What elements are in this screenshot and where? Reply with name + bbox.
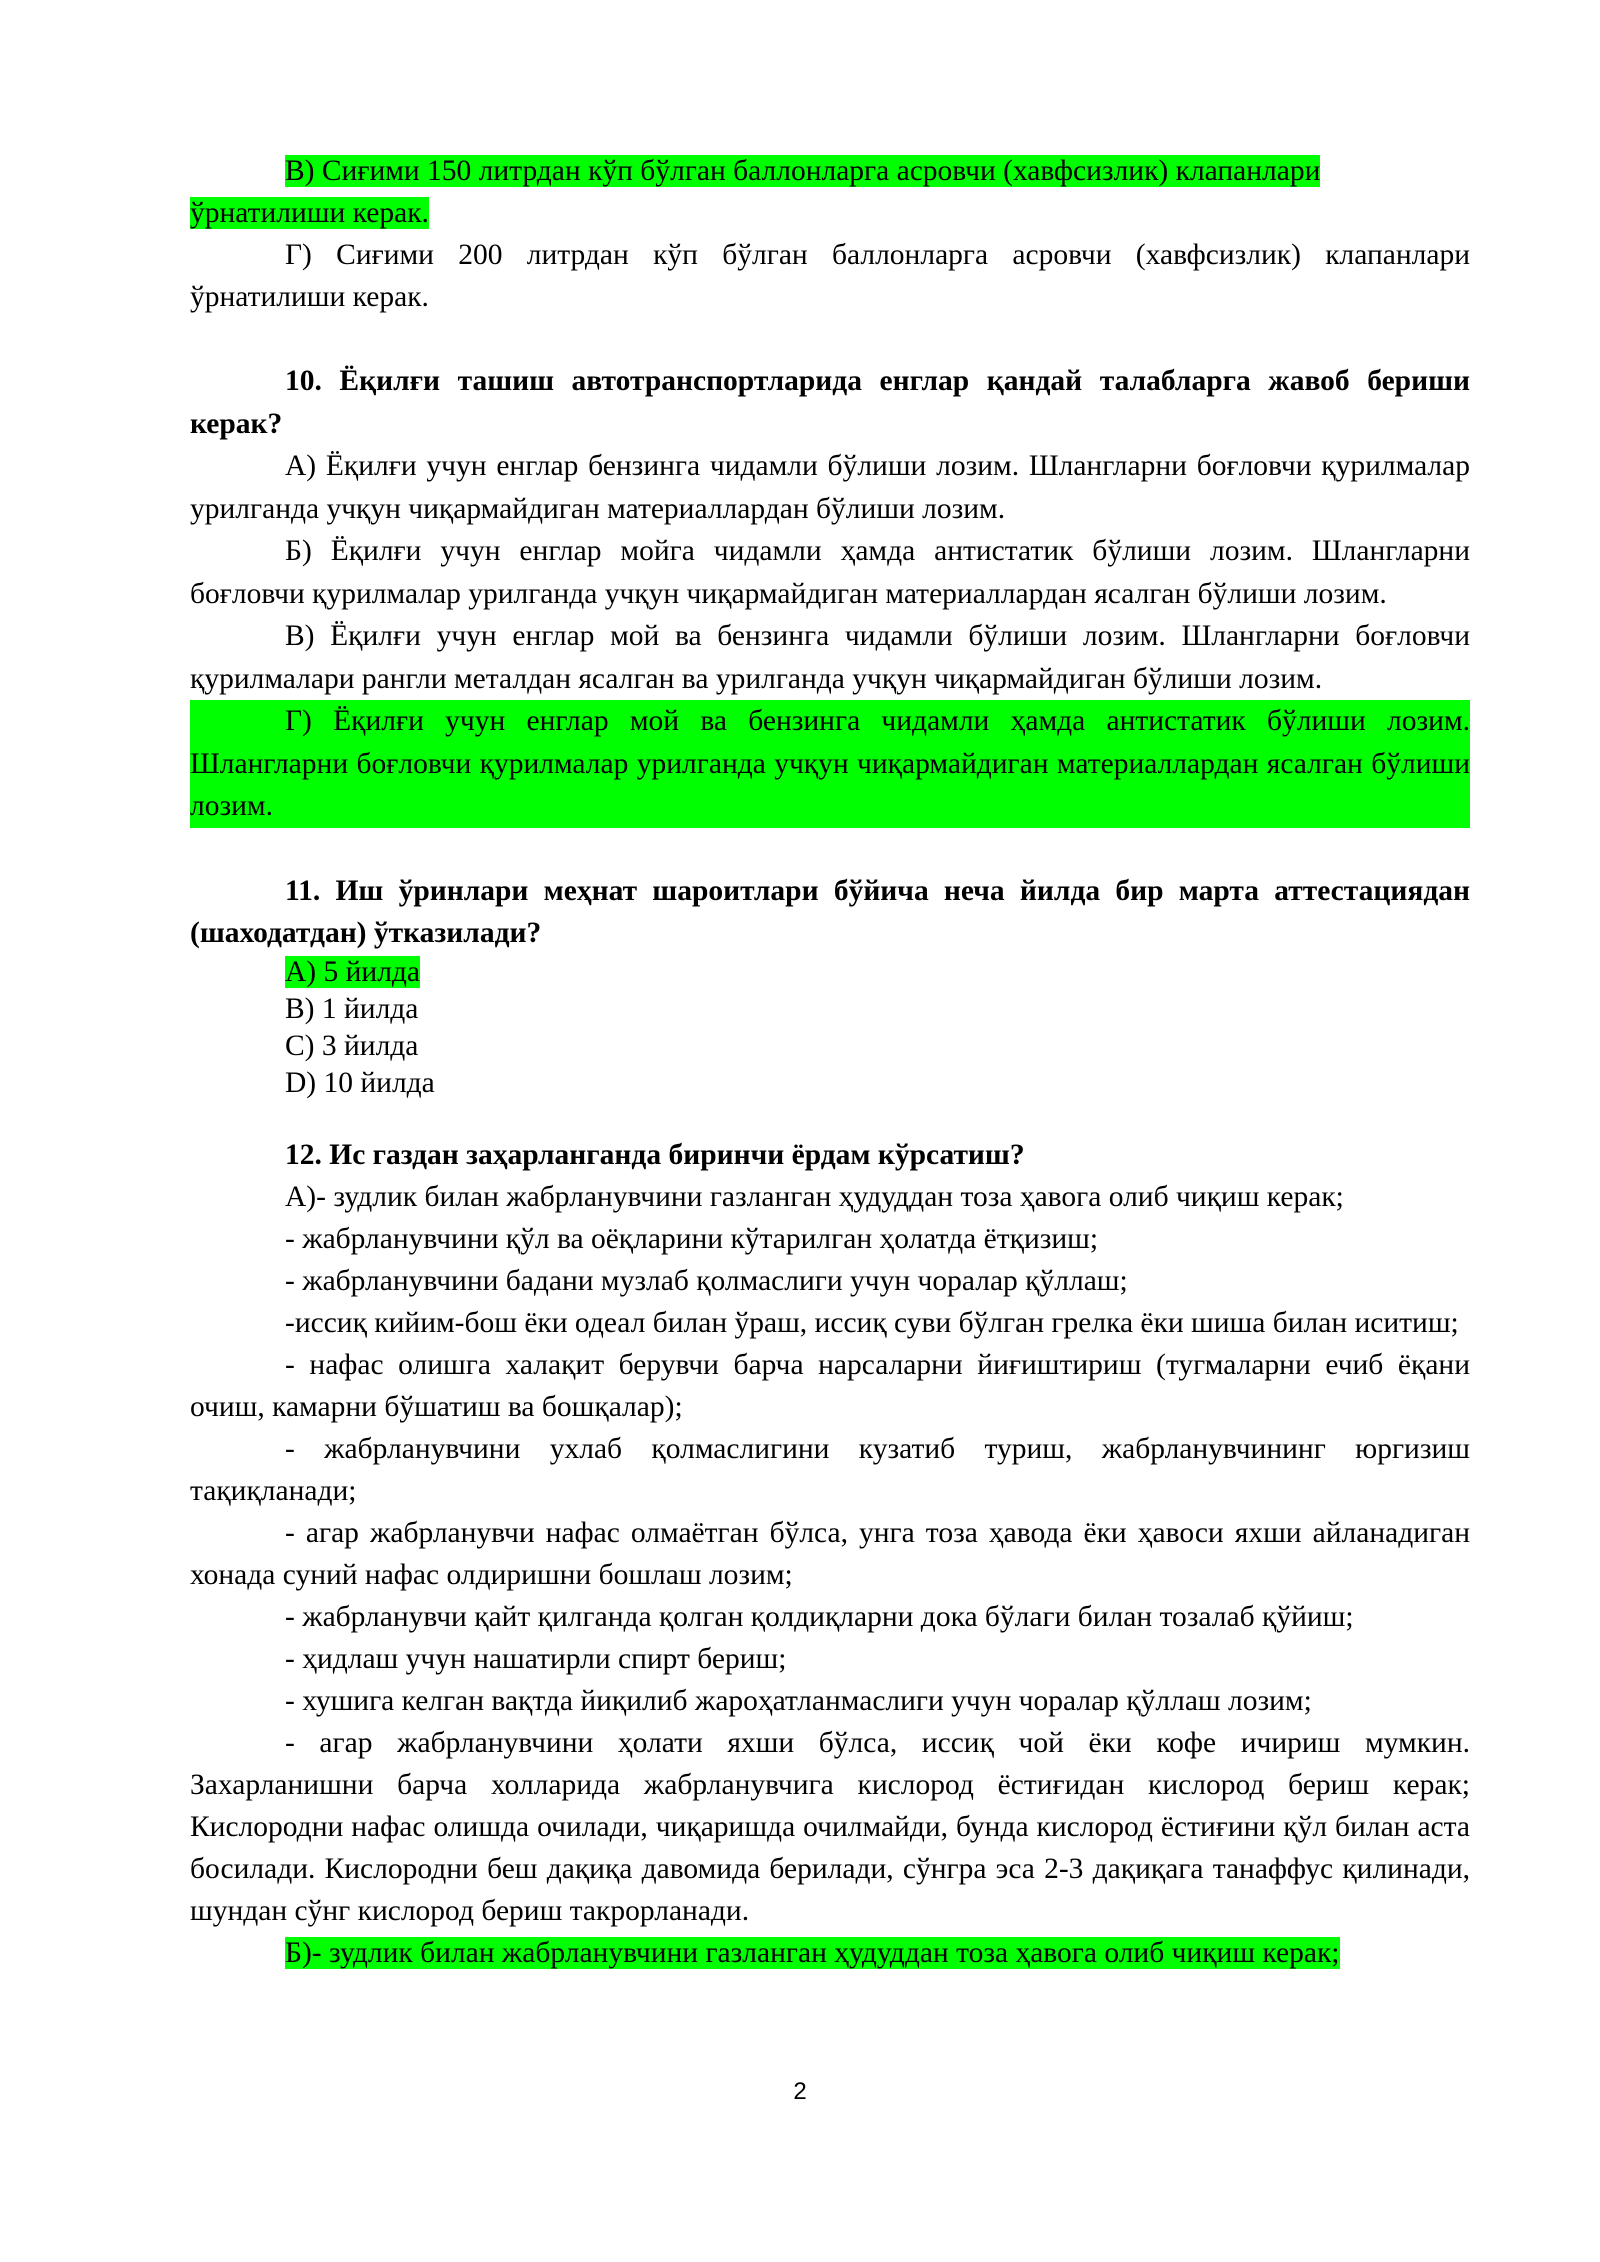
q11-question: 11. Иш ўринлари меҳнат шароитлари бўйича неча йилда бир марта аттестациядан (шаходатдан) ўтказилади? xyxy=(190,874,1470,949)
q12-item: - жабрланувчини қўл ва оёқларини кўтарилган ҳолатда ётқизиш; xyxy=(285,1222,1099,1255)
q12-question: 12. Ис газдан заҳарланганда биринчи ёрдам кўрсатиш? xyxy=(285,1138,1025,1171)
q12-item: - жабрланувчини бадани музлаб қолмаслиги учун чоралар қўллаш; xyxy=(285,1264,1128,1297)
document-page xyxy=(190,150,1470,1974)
q11-option-c: С) 3 йилда xyxy=(285,1029,419,1062)
q12-item: А)- зудлик билан жабрланувчини газланган ҳудуддан тоза ҳавога олиб чиқиш керак; xyxy=(285,1180,1344,1213)
correct-answer-highlight: Б)- зудлик билан жабрланувчини газланган ҳудуддан тоза ҳавога олиб чиқиш керак; xyxy=(285,1936,1340,1969)
q12-item: - хушига келган вақтда йиқилиб жароҳатланмаслиги учун чоралар қўллаш лозим; xyxy=(285,1684,1312,1717)
q10-option-g-correct: Г) Ёқилғи учун енглар мой ва бензинга чидамли ҳамда антистатик бўлиши лозим. Шлангларни боғловчи қурилмалар урилганда учқун чиқармайдиган материаллардан ясалган бўлиши лозим. xyxy=(190,700,1470,828)
correct-answer-highlight: А) 5 йилда xyxy=(285,955,421,988)
q12-item: - агар жабрланувчи нафас олмаётган бўлса, унга тоза ҳавода ёки ҳавоси яхши айланадиган хонада суний нафас олдиришни бошлаш лозим; xyxy=(190,1516,1470,1591)
q10-option-a: А) Ёқилғи учун енглар бензинга чидамли бўлиши лозим. Шлангларни боғловчи қурилмалар урилганда учқун чиқармайдиган материаллардан бўлиши лозим. xyxy=(190,450,1470,525)
correct-answer-highlight: В) Сиғими 150 литрдан кўп бўлган баллонларга асровчи (хавфсизлик) клапанлари ўрнатилиши керак. xyxy=(190,155,1321,229)
q9-option-g: Г) Сиғими 200 литрдан кўп бўлган баллонларга асровчи (хавфсизлик) клапанлари ўрнатилиши керак. xyxy=(190,239,1470,313)
q11-option-a xyxy=(190,954,1470,991)
q10-question: 10. Ёқилғи ташиш автотранспортларида енглар қандай талабларга жавоб бериши керак? xyxy=(190,365,1470,440)
q12-item: - нафас олишга халақит берувчи барча нарсаларни йиғиштириш (тугмаларни ечиб ёқани очиш, камарни бўшатиш ва бошқалар); xyxy=(190,1348,1470,1423)
q9-option-v xyxy=(190,150,1470,234)
q11-option-d: D) 10 йилда xyxy=(285,1066,435,1099)
q10-option-b: Б) Ёқилғи учун енглар мойга чидамли ҳамда антистатик бўлиши лозим. Шлангларни боғловчи қурилмалар урилганда учқун чиқармайдиган материаллардан ясалган бўлиши лозим. xyxy=(190,535,1470,610)
q10-option-v: В) Ёқилғи учун енглар мой ва бензинга чидамли бўлиши лозим. Шлангларни боғловчи қурилмалари рангли металдан ясалган ва урилганда учқун чиқармайдиган бўлиши лозим. xyxy=(190,620,1470,695)
q12-option-b xyxy=(190,1932,1470,1974)
q12-item: - жабрланувчини ухлаб қолмаслигини кузатиб туриш, жабрланувчининг юргизиш тақиқланади; xyxy=(190,1432,1470,1507)
q11-option-b: В) 1 йилда xyxy=(285,992,419,1025)
page-number: 2 xyxy=(793,2078,807,2105)
q12-item: - ҳидлаш учун нашатирли спирт бериш; xyxy=(285,1642,787,1675)
q12-item: - жабрланувчи қайт қилганда қолган қолдиқларни дока бўлаги билан тозалаб қўйиш; xyxy=(285,1600,1354,1633)
q12-item: - агар жабрланувчини ҳолати яхши бўлса, иссиқ чой ёки кофе ичириш мумкин. Захарланишни барча холларида жабрланувчига кислород ёстиғидан кислород бериш керак; Кислородни нафас олишда очилади, чиқаришда очилмайди, бунда кислород ёстиғини қўл билан аста босилади. Кислородни беш дақиқа давомида берилади, сўнгра эса 2-3 дақиқага танаффус қилинади, шундан сўнг кислород бериш такрорланади. xyxy=(190,1726,1470,1927)
q12-item: -иссиқ кийим-бош ёки одеал билан ўраш, иссиқ суви бўлган грелка ёки шиша билан иситиш; xyxy=(285,1306,1459,1339)
